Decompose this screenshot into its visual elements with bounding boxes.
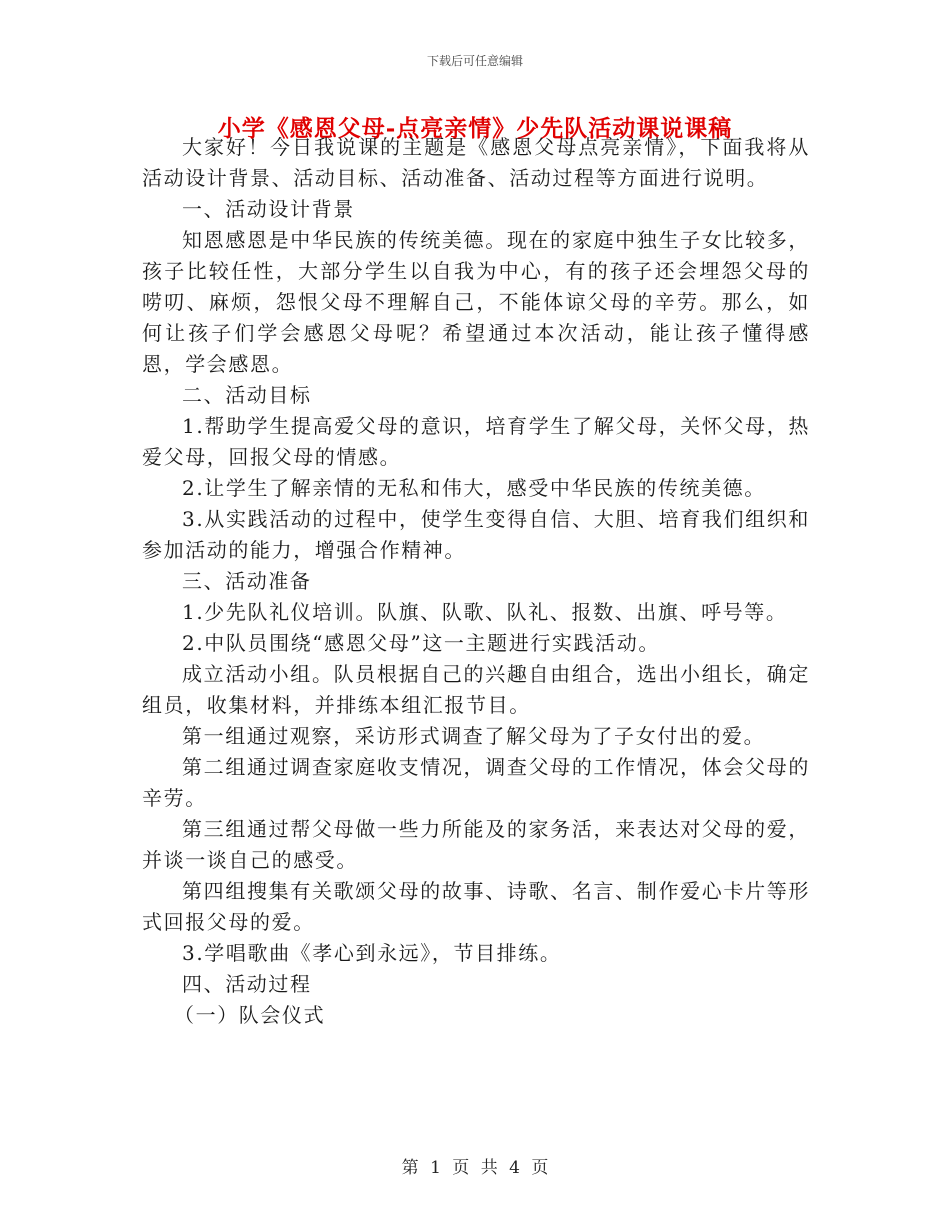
section-heading-process: 四、活动过程: [182, 972, 312, 996]
paragraph-prep-1: 1.少先队礼仪培训。队旗、队歌、队礼、报数、出旗、呼号等。: [182, 600, 788, 624]
header-note: 下载后可任意编辑: [426, 54, 523, 68]
subsection-heading-ceremony: （一）队会仪式: [174, 1003, 326, 1027]
paragraph-groups: 成立活动小组。队员根据自己的兴趣自由组合，选出小组长，确定组员，收集材料，并排练本组汇报节目。: [142, 662, 810, 717]
paragraph-group-4: 第四组搜集有关歌颂父母的故事、诗歌、名言、制作爱心卡片等形式回报父母的爱。: [142, 879, 810, 934]
document-title: 小学《感恩父母-点亮亲情》少先队活动课说课稿: [217, 115, 733, 142]
page-footer: 第 1 页 共 4 页: [401, 1158, 549, 1178]
paragraph-goal-3: 3.从实践活动的过程中，使学生变得自信、大胆、培育我们组织和参加活动的能力，增强合作精神。: [142, 507, 810, 562]
paragraph-prep-3: 3.学唱歌曲《孝心到永远》，节目排练。: [182, 941, 562, 965]
section-heading-background: 一、活动设计背景: [182, 197, 355, 221]
paragraph-group-1: 第一组通过观察，采访形式调查了解父母为了子女付出的爱。: [182, 724, 766, 748]
paragraph-background: 知恩感恩是中华民族的传统美德。现在的家庭中独生子女比较多，孩子比较任性，大部分学生以自我为中心，有的孩子还会埋怨父母的唠叨、麻烦，怨恨父母不理解自己，不能体谅父母的辛劳。那么，如何让孩子们学会感恩父母呢？希望通过本次活动，能让孩子懂得感恩，学会感恩。: [142, 228, 810, 376]
paragraph-group-3: 第三组通过帮父母做一些力所能及的家务活，来表达对父母的爱，并谈一谈自己的感受。: [142, 817, 810, 872]
paragraph-goal-2: 2.让学生了解亲情的无私和伟大，感受中华民族的传统美德。: [182, 476, 766, 500]
paragraph-group-2: 第二组通过调查家庭收支情况，调查父母的工作情况，体会父母的辛劳。: [142, 755, 810, 810]
section-heading-goals: 二、活动目标: [182, 383, 312, 407]
section-heading-preparation: 三、活动准备: [182, 569, 312, 593]
paragraph-goal-1: 1.帮助学生提高爱父母的意识，培育学生了解父母，关怀父母，热爱父母，回报父母的情感。: [142, 414, 810, 469]
document-body: [142, 132, 810, 1031]
paragraph-prep-2: 2.中队员围绕“感恩父母”这一主题进行实践活动。: [182, 631, 660, 655]
paragraph-intro: 大家好！今日我说课的主题是《感恩父母点亮亲情》，下面我将从活动设计背景、活动目标、活动准备、活动过程等方面进行说明。: [142, 135, 810, 190]
